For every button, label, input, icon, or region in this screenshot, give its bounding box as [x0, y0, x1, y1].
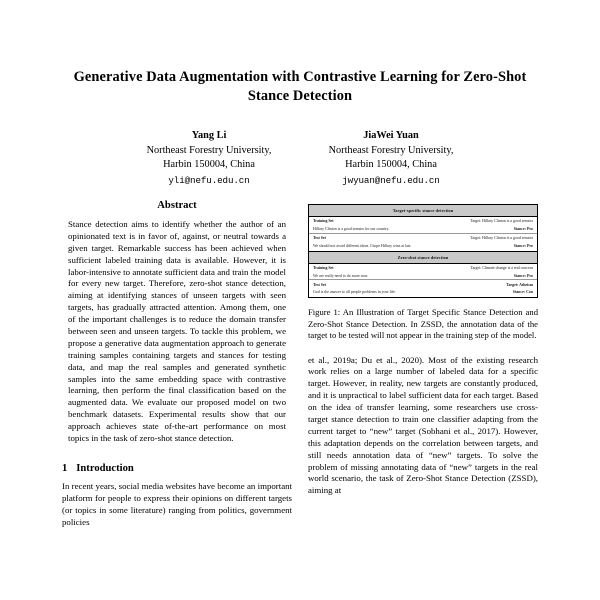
- right-column-body: [308, 355, 538, 498]
- figure-row-lead: Training Set: [313, 219, 334, 224]
- section-number: 1: [62, 462, 68, 474]
- abstract-body: [62, 219, 292, 445]
- page-title: Generative Data Augmentation with Contrastive Learning for Zero-Shot Stance Detection: [73, 69, 527, 105]
- author-email: yli@nefu.edu.cn: [168, 174, 250, 186]
- figure-row-stance: Stance: Pro: [513, 227, 533, 232]
- figure-row: [309, 279, 537, 288]
- figure-banner-target-specific: Target-specific stance detection: [309, 205, 537, 217]
- figure-row-lead: Training Set: [313, 266, 334, 271]
- author-name: JiaWei Yuan: [363, 130, 419, 142]
- author-affiliation-line1: Northeast Forestry University,: [328, 144, 454, 156]
- figure-row: [309, 242, 537, 250]
- figure-row-stance: Stance: Pro: [513, 273, 533, 278]
- left-column: [62, 200, 292, 528]
- figure-row-sentence: We are really need to do more now.: [313, 273, 369, 278]
- section-title: Introduction: [76, 462, 134, 474]
- figure-row-lead: Test Set: [313, 236, 326, 241]
- figure-row-sentence: God is the answer to all people problems in your life.: [313, 290, 396, 295]
- section-heading-introduction: [62, 463, 292, 474]
- author-list: [62, 129, 538, 187]
- figure-row-stance: Stance: Pro: [513, 243, 533, 248]
- figure-row-sentence: We should not avoid different ideas. I hope Hillary wins at last.: [313, 243, 412, 248]
- author-affiliation-line2: Harbin 150004, China: [163, 159, 255, 171]
- figure-spacer: [309, 296, 537, 298]
- figure-row: [309, 225, 537, 233]
- figure-row-target: Target: Hillary Clinton is a good senator: [470, 236, 533, 241]
- abstract-text: Stance detection aims to identify whether the author of an opinionated text is in favor of, against, or neutral towards a given target. Remarkable success has been achieved when sufficient labeled training data is available. However, it is labor-intensive to annotate sufficient data and train the model for every new target. Therefore, zero-shot stance detection, aiming at identifying stances of unseen targets with seen targets, has gradually attracted attention. Among them, one of the important challenges is to reduce the domain transfer between seen and unseen targets. To tackle this problem, we propose a generative data augmentation approach to generate training samples containing targets and stances for testing data, and map the real samples and generated synthetic samples into the same embedding space with contrastive learning, then perform the final classification based on the augmented data. We evaluate our proposed model on two benchmark datasets. Experimental results show that our approach achieves state of-the-art performance on most topics in the task of zero-shot stance detection.: [68, 219, 286, 444]
- right-column-paragraph: et al., 2019a; Du et al., 2020). Most of the existing research work relies on a large number of labeled data for a specific target. However, in reality, new targets are constantly produced, and it is unpractical to label sufficient data for each target. Based on the idea of transfer learning, some researchers use cross-target stance detection to train one classifier adapting from the current target to “new” target (Sobhani et al., 2017). However, this adaptation depends on the correlation between targets, and still needs annotation data of “new” targets. To solve the problem of missing annotating data of “new” targets in the real world scenario, the task of Zero-Shot Stance Detection (ZSSD), aiming at: [308, 354, 538, 496]
- author-block-2: [300, 129, 482, 187]
- figure-row-target: Target: Climate change is a real concern: [470, 266, 533, 271]
- figure-row: [309, 264, 537, 272]
- figure-row-sentence: Hillary Clinton is a good senator for our country.: [313, 227, 390, 232]
- figure-row-target: Target: Hillary Clinton is a good senator: [470, 219, 533, 224]
- author-email: jwyuan@nefu.edu.cn: [342, 174, 440, 186]
- figure-row-lead: Test Set: [313, 282, 326, 287]
- figure-row-stance: Stance: Con: [512, 290, 533, 295]
- right-column: [308, 200, 538, 528]
- author-affiliation-line1: Northeast Forestry University,: [146, 144, 272, 156]
- figure-1: [308, 204, 538, 298]
- figure-row: [309, 272, 537, 280]
- figure-row: [309, 288, 537, 296]
- figure-section-target-specific: [309, 217, 537, 250]
- introduction-paragraph: In recent years, social media websites have become an important platform for people to express their opinions on different targets (or topics in some literature) ranging from politics, government policies: [62, 480, 292, 527]
- figure-row: [309, 217, 537, 225]
- figure-section-zero-shot: [309, 264, 537, 297]
- title-block: [0, 0, 600, 187]
- author-affiliation-line2: Harbin 150004, China: [345, 159, 437, 171]
- figure-row-target: Target: Atheism: [506, 282, 533, 287]
- abstract-heading: Abstract: [157, 200, 197, 211]
- body-columns: [0, 200, 600, 528]
- figure-row: [309, 233, 537, 242]
- figure-banner-zero-shot: Zero-shot stance detection: [309, 251, 537, 264]
- figure-caption: Figure 1: An Illustration of Target Specific Stance Detection and Zero-Shot Stance Detection. In ZSSD, the annotation data of the target to be tested will not appear in the training step of the model.: [308, 307, 538, 341]
- author-name: Yang Li: [191, 130, 227, 142]
- author-block-1: [118, 129, 300, 187]
